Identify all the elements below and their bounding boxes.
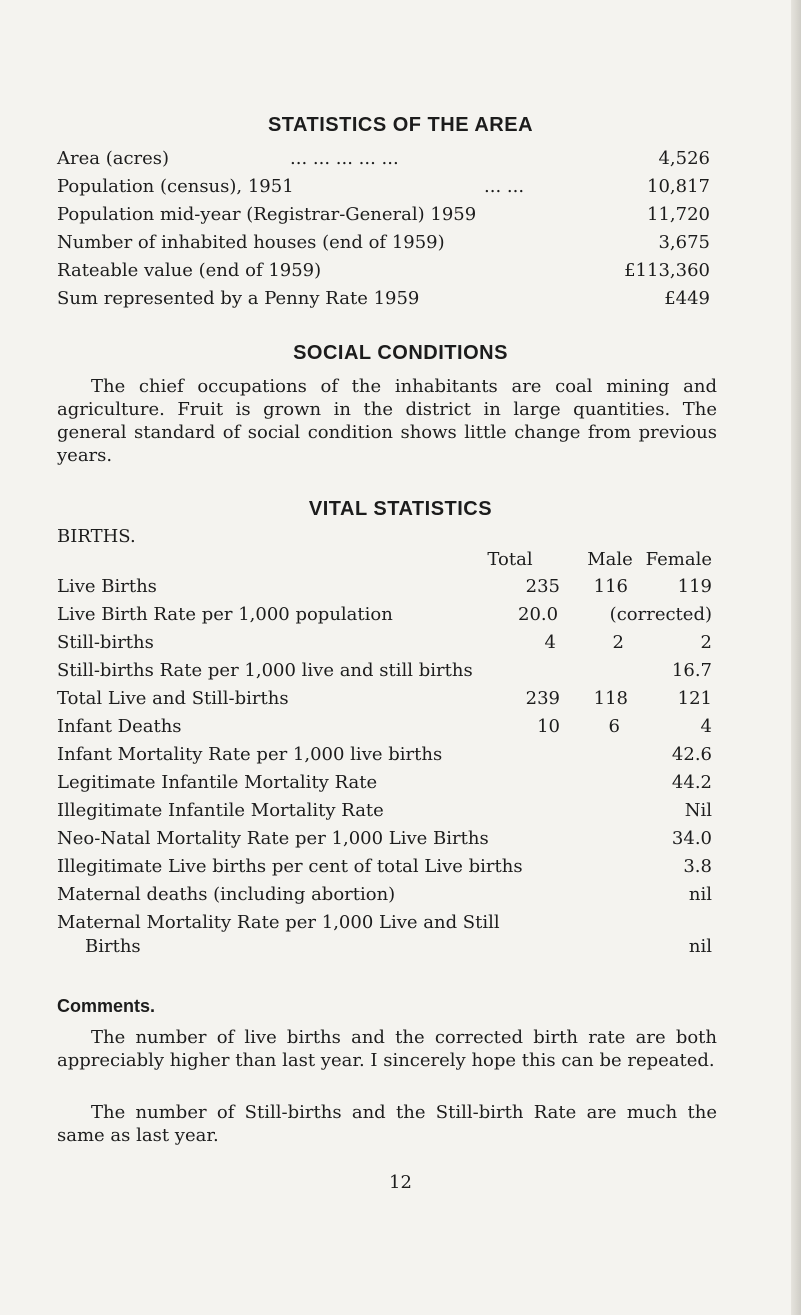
penny-rate-label: Sum represented by a Penny Rate 1959 <box>57 288 420 309</box>
still-birth-rate-value: 16.7 <box>671 660 712 681</box>
total-live-still-female: 121 <box>677 688 712 709</box>
infant-mortality-rate-label: Infant Mortality Rate per 1,000 live births <box>57 744 443 765</box>
neonatal-mortality-value: 34.0 <box>671 828 712 849</box>
population-census-leader: ... ... <box>484 176 525 197</box>
rateable-value-value: £113,360 <box>624 260 710 281</box>
legitimate-mortality-value: 44.2 <box>671 772 712 793</box>
maternal-rate-value: nil <box>688 936 712 957</box>
population-midyear-label: Population mid-year (Registrar-General) 1959 <box>57 204 477 225</box>
illegitimate-births-label: Illegitimate Live births per cent of total Live births <box>57 856 523 877</box>
comments-paragraph-2: The number of Still-births and the Still-birth Rate are much the same as last year. <box>57 1102 717 1146</box>
live-births-female: 119 <box>677 576 712 597</box>
live-birth-rate-value: 20.0 <box>518 604 559 625</box>
rateable-value-label: Rateable value (end of 1959) <box>57 260 322 281</box>
live-births-label: Live Births <box>57 576 157 597</box>
maternal-rate-label-line2: Births <box>85 936 141 957</box>
comments-heading: Comments. <box>57 996 156 1016</box>
still-birth-rate-label: Still-births Rate per 1,000 live and still births <box>57 660 473 681</box>
live-birth-rate-note: (corrected) <box>609 604 712 625</box>
total-live-still-male: 118 <box>593 688 628 709</box>
population-midyear-value: 11,720 <box>647 204 710 225</box>
vital-statistics-heading: VITAL STATISTICS <box>308 498 493 520</box>
illegitimate-births-value: 3.8 <box>683 856 712 877</box>
social-conditions-heading: SOCIAL CONDITIONS <box>293 342 508 364</box>
infant-deaths-male: 6 <box>608 716 620 737</box>
column-header-total: Total <box>487 549 533 570</box>
neonatal-mortality-label: Neo-Natal Mortality Rate per 1,000 Live Births <box>57 828 489 849</box>
infant-mortality-rate-value: 42.6 <box>671 744 712 765</box>
still-births-label: Still-births <box>57 632 154 653</box>
maternal-rate-label-line1: Maternal Mortality Rate per 1,000 Live and Still <box>57 912 500 933</box>
maternal-deaths-value: nil <box>688 884 712 905</box>
live-births-total: 235 <box>525 576 560 597</box>
social-conditions-text: The chief occupations of the inhabitants are coal mining and agriculture. Fruit is grown in the district in large quantities. The general standard of social condition shows little change from previous years. <box>57 376 717 466</box>
maternal-deaths-label: Maternal deaths (including abortion) <box>57 884 396 905</box>
still-births-female: 2 <box>700 632 712 653</box>
illegitimate-mortality-label: Illegitimate Infantile Mortality Rate <box>57 800 384 821</box>
infant-deaths-female: 4 <box>700 716 712 737</box>
area-statistics-heading: STATISTICS OF THE AREA <box>267 114 534 136</box>
penny-rate-value: £449 <box>664 288 710 309</box>
column-header-female: Female <box>645 549 712 570</box>
legitimate-mortality-label: Legitimate Infantile Mortality Rate <box>57 772 378 793</box>
page-number: 12 <box>389 1172 412 1193</box>
live-births-male: 116 <box>593 576 628 597</box>
inhabited-houses-label: Number of inhabited houses (end of 1959) <box>57 232 445 253</box>
total-live-still-label: Total Live and Still-births <box>57 688 289 709</box>
area-label: Area (acres) <box>57 148 170 169</box>
area-value: 4,526 <box>658 148 710 169</box>
area-leader: ... ... ... ... ... <box>290 148 399 169</box>
population-census-label: Population (census), 1951 <box>57 176 294 197</box>
still-births-total: 4 <box>544 632 556 653</box>
still-births-male: 2 <box>612 632 624 653</box>
column-header-male: Male <box>587 549 633 570</box>
population-census-value: 10,817 <box>647 176 710 197</box>
births-subheading: BIRTHS. <box>57 526 136 547</box>
inhabited-houses-value: 3,675 <box>658 232 710 253</box>
infant-deaths-label: Infant Deaths <box>57 716 182 737</box>
total-live-still-total: 239 <box>525 688 560 709</box>
infant-deaths-total: 10 <box>537 716 560 737</box>
live-birth-rate-label: Live Birth Rate per 1,000 population <box>57 604 393 625</box>
illegitimate-mortality-value: Nil <box>684 800 712 821</box>
comments-paragraph-1: The number of live births and the corrected birth rate are both appreciably higher than last year. I sincerely hope this can be repeated. <box>57 1027 717 1071</box>
